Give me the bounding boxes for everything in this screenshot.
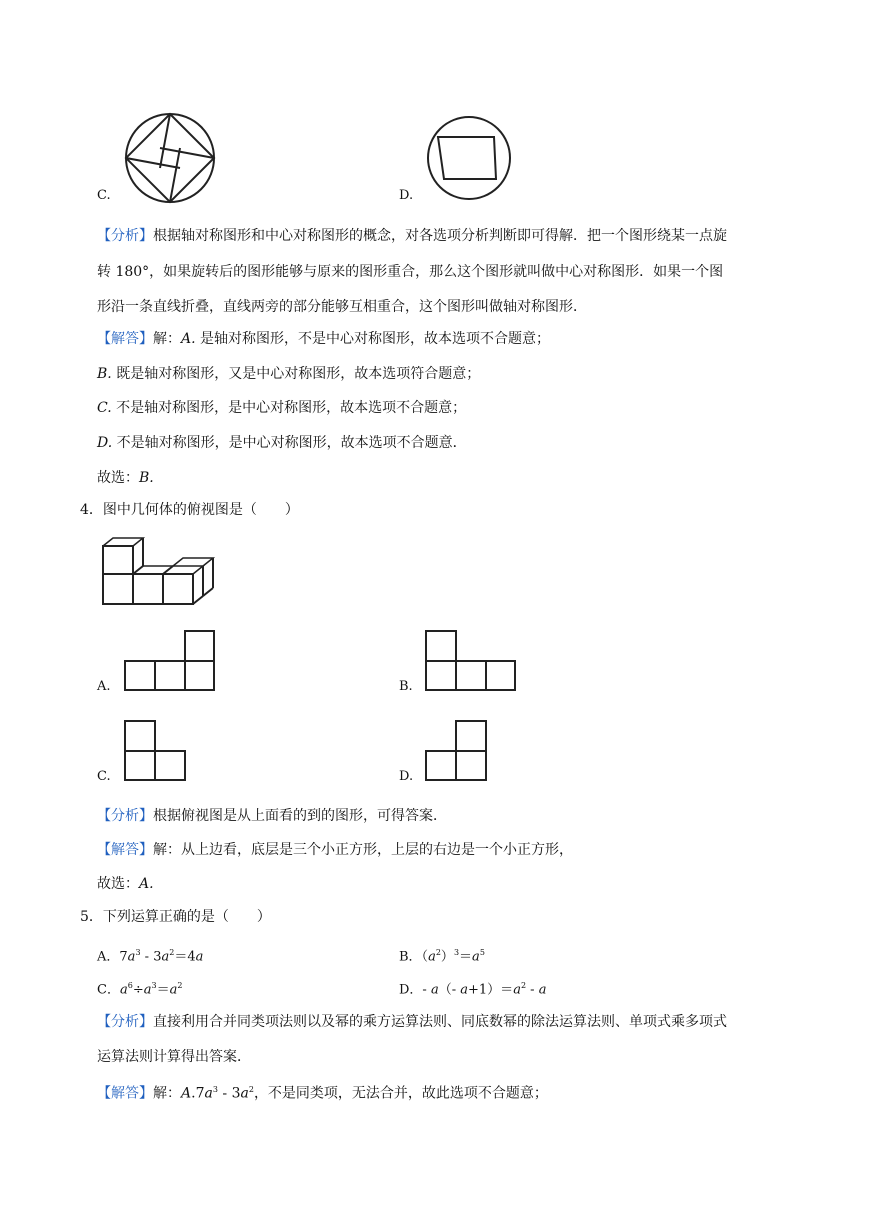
option-d-label: D. xyxy=(399,188,414,203)
q5-stem: 5．下列运算正确的是（ ） xyxy=(80,909,271,925)
q3-answer-c: C. 不是轴对称图形，是中心对称图形，故本选项不合题意； xyxy=(97,400,467,416)
q5-analysis-line2: 运算法则计算得出答案． xyxy=(97,1049,251,1065)
analysis-tag: 【分析】 xyxy=(97,228,153,244)
q4-choice: 故选：A. xyxy=(97,876,154,892)
q4-option-c-figure xyxy=(124,720,188,782)
q5-option-c: C．$a^6\div a^3=a^2$ xyxy=(97,981,183,998)
analysis-tag: 【分析】 xyxy=(97,808,153,824)
q4-answer: 【解答】解：从上边看，底层是三个小正方形，上层的右边是一个小正方形， xyxy=(97,842,573,858)
option-c-label: C. xyxy=(97,188,111,203)
answer-tag: 【解答】 xyxy=(97,1085,153,1102)
q5-option-a: A．$7a^3 - 3a^2=4a$ xyxy=(97,948,204,965)
q4-stem: 4．图中几何体的俯视图是（ ） xyxy=(80,502,299,518)
q5-option-d: D．- a（- $a+1)=a^2 - a$ xyxy=(399,981,547,998)
q4-option-b-label: B. xyxy=(399,679,413,694)
q3-answer-a: 【解答】解：A. 是轴对称图形，不是中心对称图形，故本选项不合题意； xyxy=(97,331,551,347)
q4-option-c-label: C. xyxy=(97,769,111,784)
q4-option-b-figure xyxy=(425,630,517,692)
answer-tag: 【解答】 xyxy=(97,842,153,858)
q5-option-b: B．$(a^2)^3=a^5$ xyxy=(399,948,485,965)
q3-analysis-line2: 转 180°，如果旋转后的图形能够与原来的图形重合，那么这个图形就叫做中心对称图形．如果一个图 xyxy=(97,264,724,280)
q4-analysis: 【分析】根据俯视图是从上面看的到的图形，可得答案． xyxy=(97,808,447,824)
analysis-tag: 【分析】 xyxy=(97,1014,153,1030)
q3-analysis-line1 xyxy=(97,226,727,246)
q4-option-d-figure xyxy=(425,720,489,782)
q5-analysis-line1: 【分析】直接利用合并同类项法则以及幂的乘方运算法则、同底数幂的除法运算法则、单项式乘多项式 xyxy=(97,1014,727,1030)
q3-analysis-line3: 形沿一条直线折叠，直线两旁的部分能够互相重合，这个图形叫做轴对称图形． xyxy=(97,299,587,315)
q3-choice: 故选：B. xyxy=(97,470,154,486)
analysis-text: 根据轴对称图形和中心对称图形的概念，对各选项分析判断即可得解．把一个图形绕某一点旋 xyxy=(153,228,727,244)
q3-answer-d: D. 不是轴对称图形，是中心对称图形，故本选项不合题意． xyxy=(97,435,467,451)
q5-answer: 【解答】解：$A.7a^3 - 3a^2$，不是同类项，无法合并，故此选项不合题意； xyxy=(97,1085,548,1102)
option-d-figure xyxy=(426,115,512,201)
option-c-figure xyxy=(124,112,216,204)
q3-answer-b: B. 既是轴对称图形，又是中心对称图形，故本选项符合题意； xyxy=(97,366,481,382)
q4-option-a-label: A. xyxy=(97,679,111,694)
q4-option-a-figure xyxy=(124,630,216,692)
answer-tag: 【解答】 xyxy=(97,331,153,347)
q4-solid-figure xyxy=(100,536,218,608)
q4-option-d-label: D. xyxy=(399,769,414,784)
